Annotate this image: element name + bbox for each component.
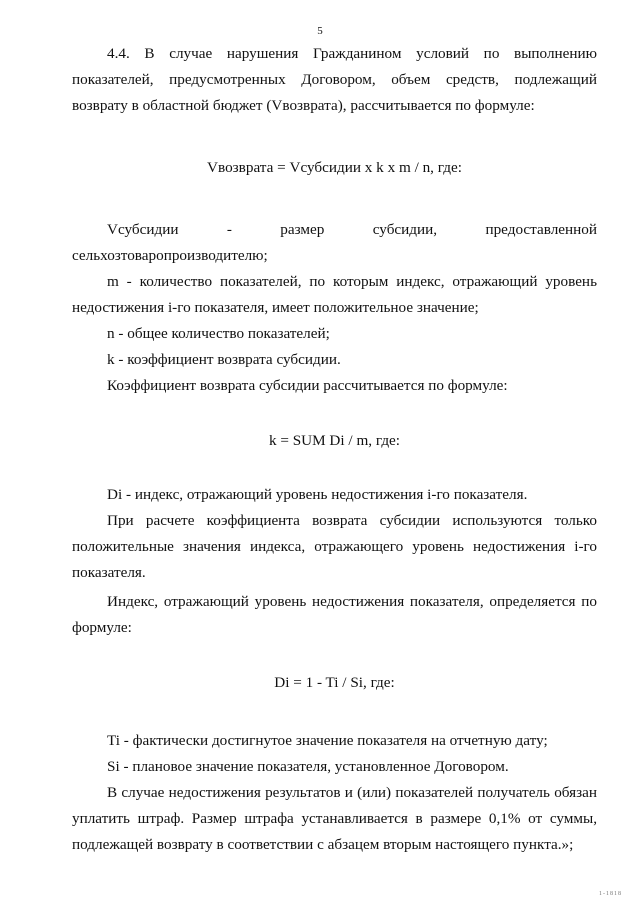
positive-values-note: При расчете коэффициента возврата субсидии используются только положительные значения индекса, отражающего уровень недостижения i-го показателя. <box>72 512 597 581</box>
page-number: 5 <box>317 25 323 37</box>
clause-4-4-paragraph: 4.4. В случае нарушения Гражданином условий по выполнению показателей, предусмотренных Договором, объем средств, подлежащий возврату в областной бюджет (Vвозврата), рассчитывается по формуле: <box>72 45 597 114</box>
document-body <box>72 41 597 858</box>
index-intro: Индекс, отражающий уровень недостижения показателя, определяется по формуле: <box>72 593 597 636</box>
definition-si: Si - плановое значение показателя, установленное Договором. <box>107 758 509 775</box>
definition-n: n - общее количество показателей; <box>107 325 330 342</box>
definition-v-subsidy: Vсубсидии - размер субсидии, предоставленной сельхозтоваропроизводителю; <box>72 221 597 264</box>
definition-m: m - количество показателей, по которым индекс, отражающий уровень недостижения i-го показателя, имеет положительное значение; <box>72 273 597 316</box>
formula-coefficient: k = SUM Di / m, где: <box>268 432 401 449</box>
definition-k: k - коэффициент возврата субсидии. <box>107 351 341 368</box>
formula-return-volume: Vвозврата = Vсубсидии x k x m / n, где: <box>207 159 462 176</box>
formula-index: Di = 1 - Ti / Si, где: <box>274 674 395 691</box>
definition-ti: Ti - фактически достигнутое значение показателя на отчетную дату; <box>107 732 548 749</box>
corner-mark: 1-1818 <box>599 891 622 897</box>
definition-di: Di - индекс, отражающий уровень недостижения i-го показателя. <box>107 486 528 503</box>
penalty-paragraph: В случае недостижения результатов и (или) показателей получатель обязан уплатить штраф. Размер штрафа устанавливается в размере 0,1% от суммы, подлежащей возврату в соответствии с абзацем вторым настоящего пункта.»; <box>72 784 597 853</box>
coefficient-intro: Коэффициент возврата субсидии рассчитывается по формуле: <box>107 377 508 394</box>
